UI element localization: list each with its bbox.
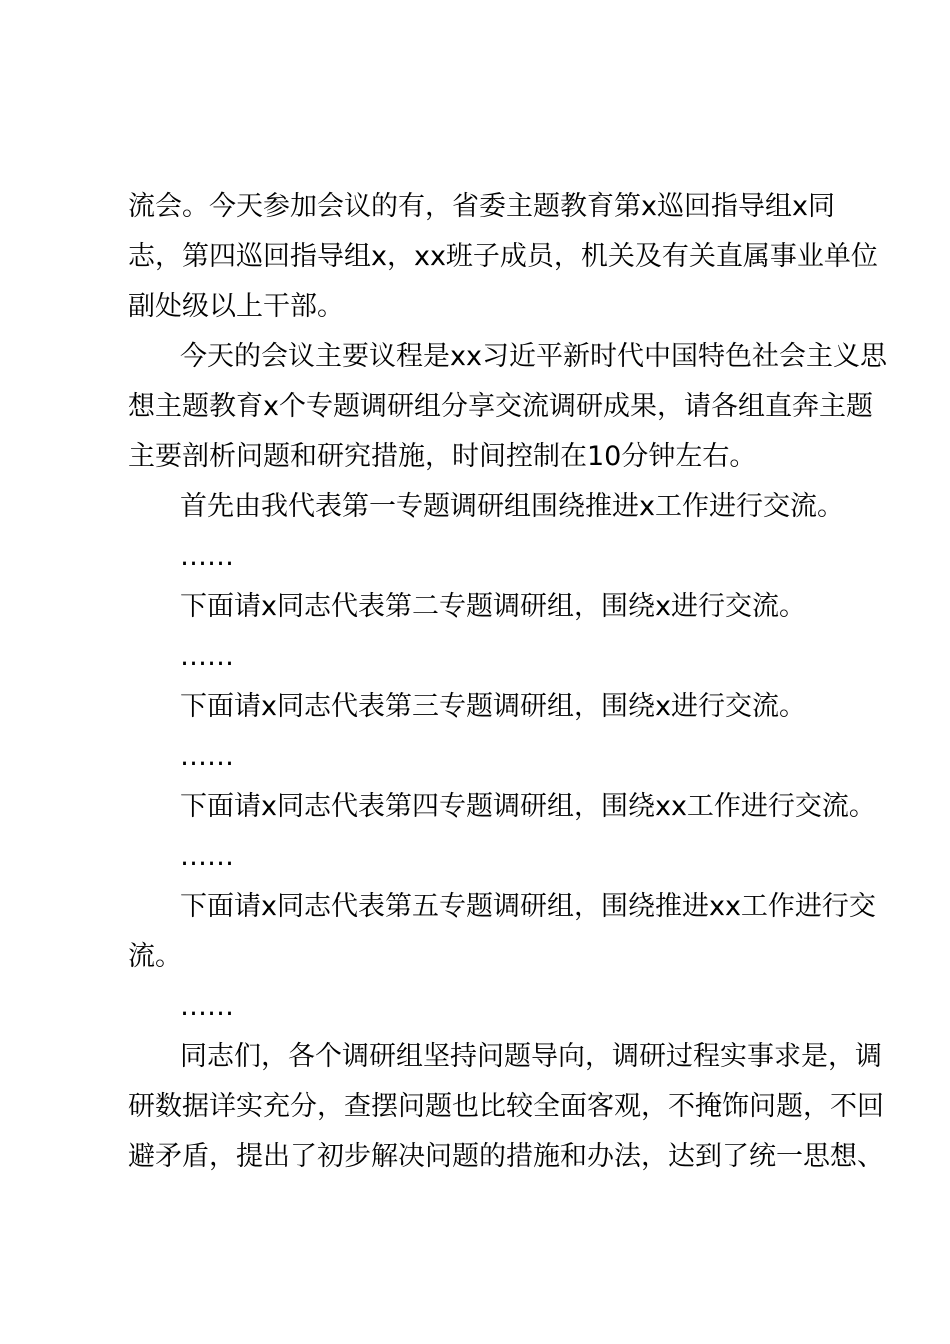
paragraph-start-line: 下面请x同志代表第五专题调研组，围绕推进xx工作进行交 bbox=[180, 891, 876, 922]
text-line: 流会。今天参加会议的有，省委主题教育第x巡回指导组x同 bbox=[128, 191, 835, 222]
paragraph-start-line: 同志们，各个调研组坚持问题导向，调研过程实事求是，调 bbox=[180, 1041, 882, 1072]
text-line: 想主题教育x个专题调研组分享交流调研成果，请各组直奔主题 bbox=[128, 391, 873, 422]
paragraph-start-line: 下面请x同志代表第二专题调研组，围绕x进行交流。 bbox=[180, 591, 806, 622]
ellipsis-line: …… bbox=[180, 991, 234, 1022]
text-line: 研数据详实充分，查摆问题也比较全面客观，不掩饰问题，不回 bbox=[128, 1091, 884, 1122]
document-body bbox=[128, 182, 887, 1182]
text-line: 避矛盾，提出了初步解决问题的措施和办法，达到了统一思想、 bbox=[128, 1141, 884, 1172]
paragraph-start-line: 首先由我代表第一专题调研组围绕推进x工作进行交流。 bbox=[180, 491, 844, 522]
paragraph-start-line: 今天的会议主要议程是xx习近平新时代中国特色社会主义思 bbox=[180, 341, 887, 372]
text-line: 主要剖析问题和研究措施，时间控制在10分钟左右。 bbox=[128, 441, 757, 472]
text-line: 流。 bbox=[128, 941, 182, 972]
ellipsis-line: …… bbox=[180, 741, 234, 772]
paragraph-start-line: 下面请x同志代表第四专题调研组，围绕xx工作进行交流。 bbox=[180, 791, 876, 822]
ellipsis-line: …… bbox=[180, 541, 234, 572]
text-line: 副处级以上干部。 bbox=[128, 291, 344, 322]
text-line: 志，第四巡回指导组x，xx班子成员，机关及有关直属事业单位 bbox=[128, 241, 878, 272]
ellipsis-line: …… bbox=[180, 641, 234, 672]
paragraph-start-line: 下面请x同志代表第三专题调研组，围绕x进行交流。 bbox=[180, 691, 806, 722]
ellipsis-line: …… bbox=[180, 841, 234, 872]
